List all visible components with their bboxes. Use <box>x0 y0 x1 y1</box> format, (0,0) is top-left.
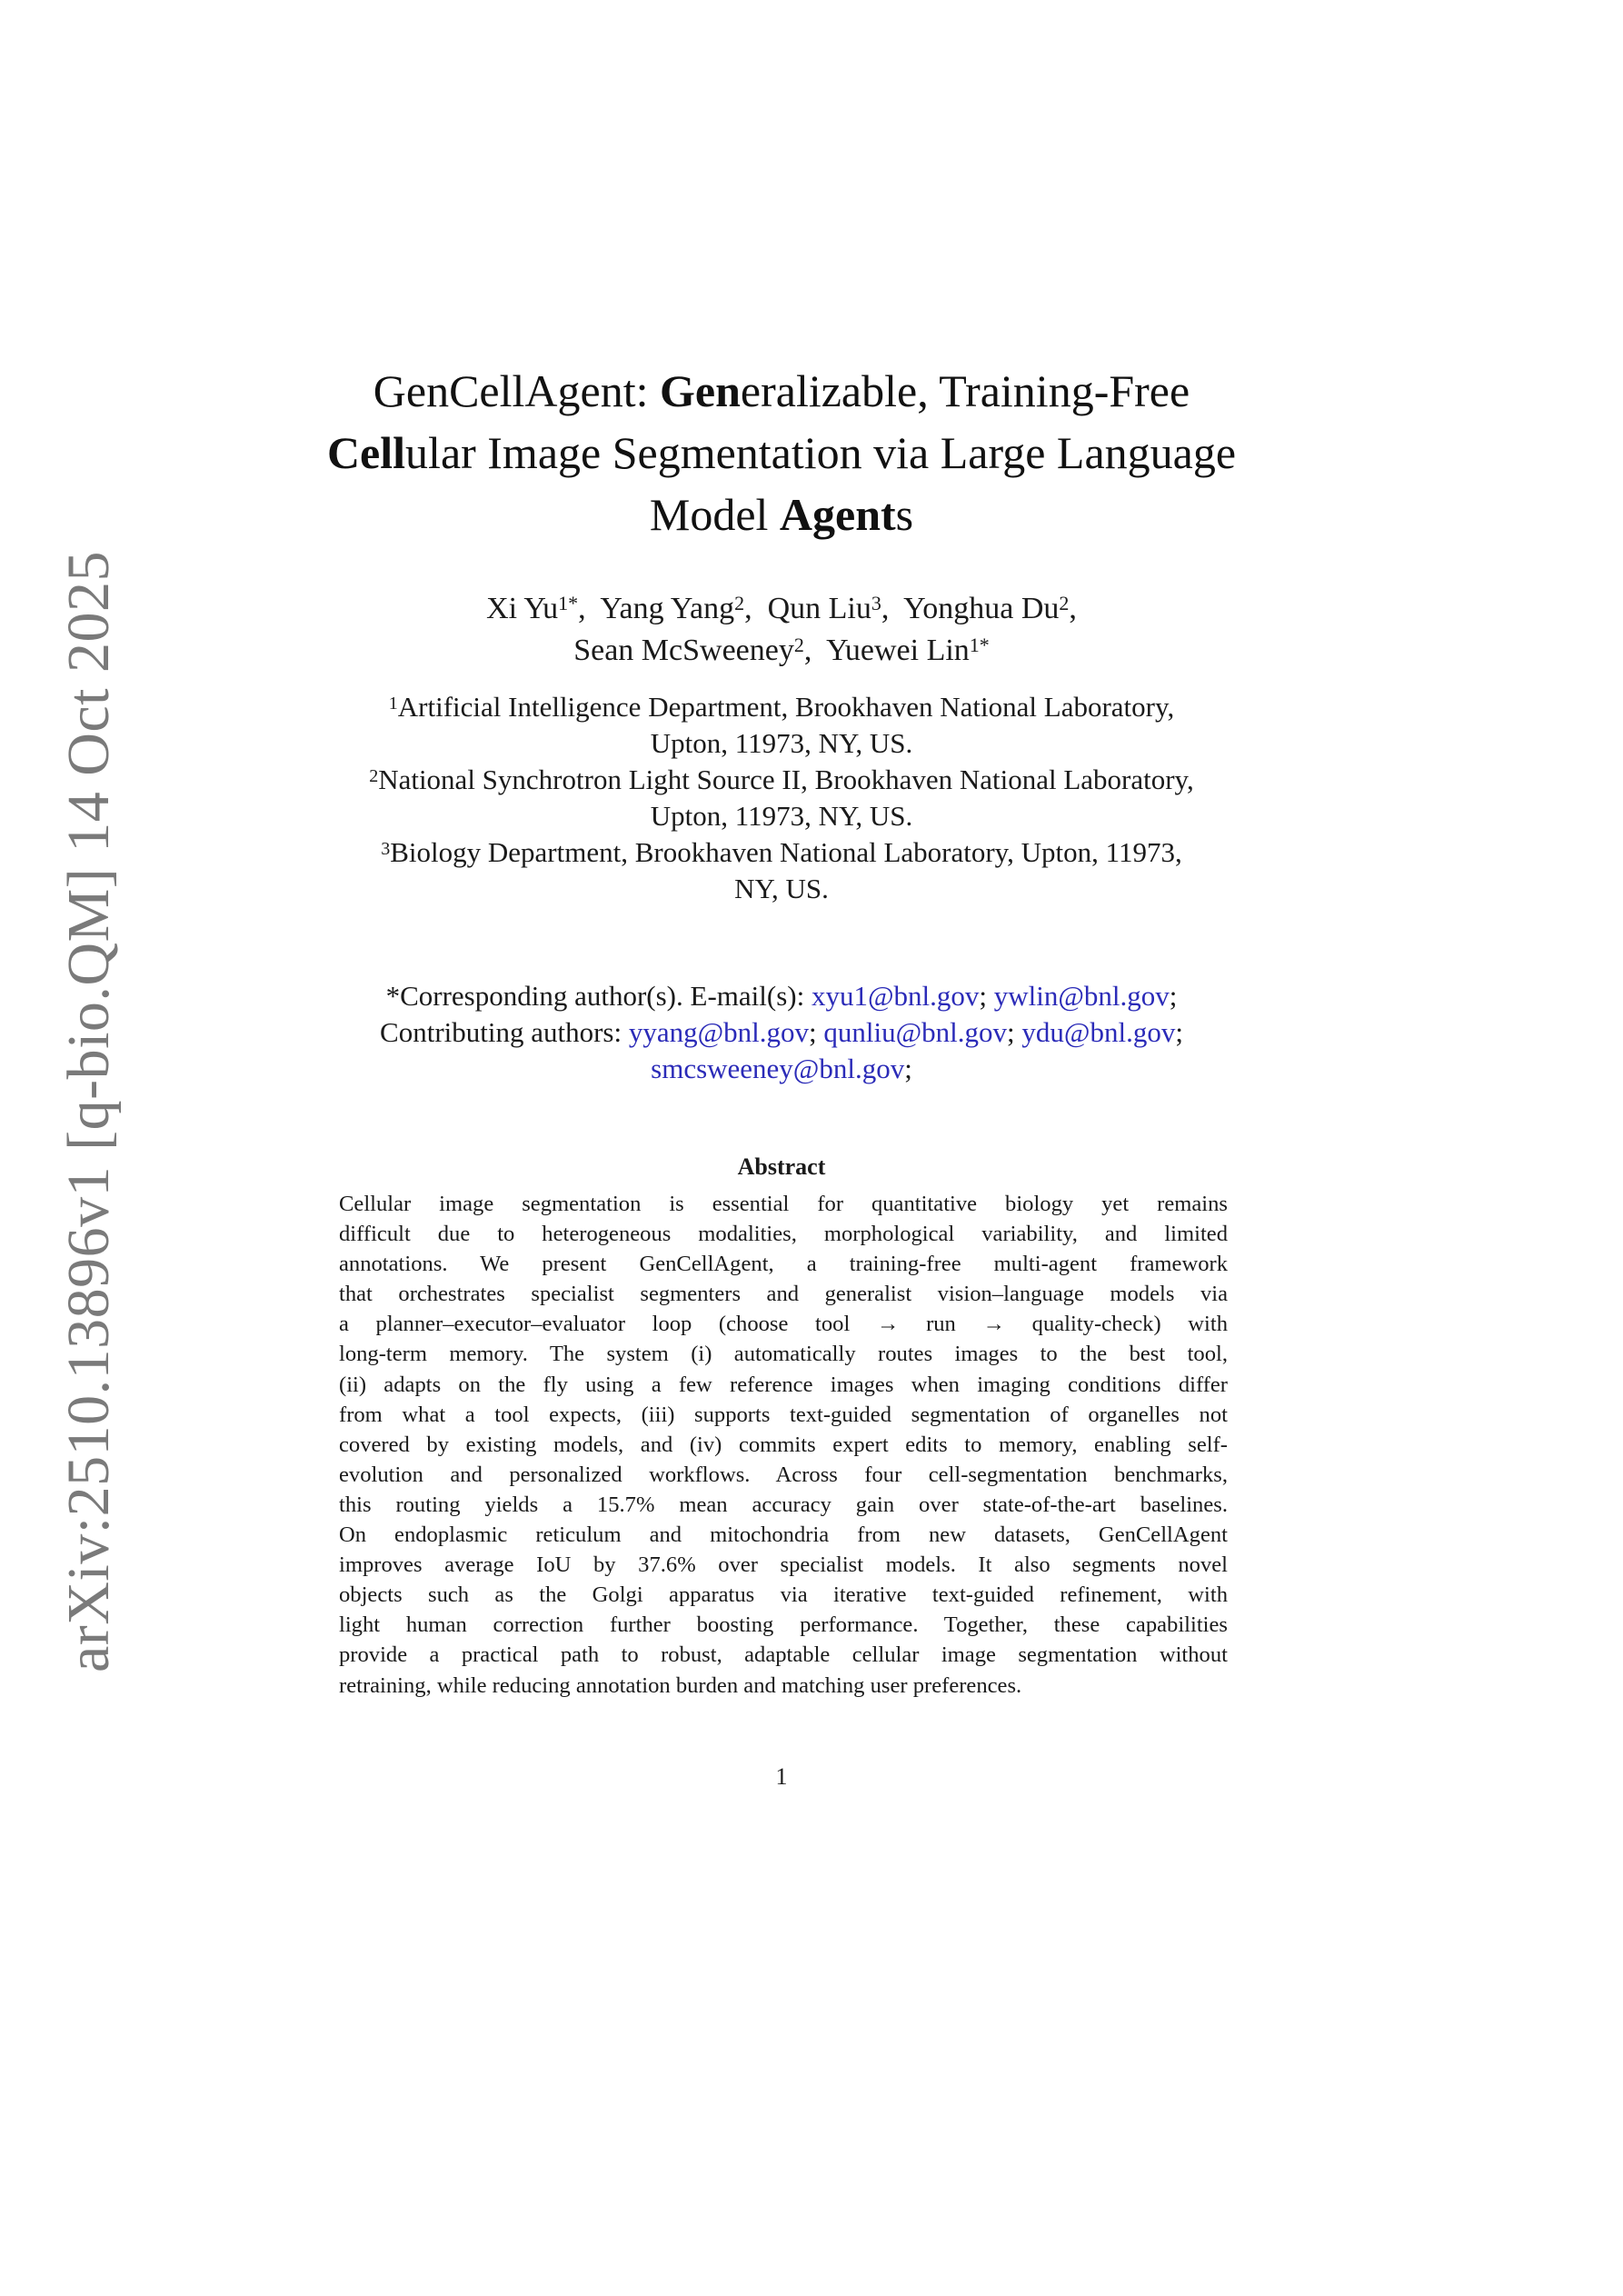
abstract-body <box>339 1189 1228 1701</box>
abstract-line: provide a practical path to robust, adaptable cellular image segmentation without <box>339 1642 1228 1668</box>
title-bold-text: Agent <box>779 489 896 540</box>
abstract-line: On endoplasmic reticulum and mitochondria from new datasets, GenCellAgent <box>339 1522 1228 1548</box>
corresponding-authors-line: *Corresponding author(s). E-mail(s): xyu1@bnl.gov; ywlin@bnl.gov; <box>385 980 1178 1012</box>
author-name: Qun Liu <box>767 592 871 625</box>
author-name: Yuewei Lin <box>826 634 970 667</box>
title-line-3 <box>273 484 1290 545</box>
abstract-heading: Abstract <box>737 1153 826 1180</box>
affiliation-text: NY, US. <box>734 873 829 904</box>
title-text: Model <box>649 489 780 540</box>
page-number: 1 <box>775 1763 788 1790</box>
affiliation-text: National Synchrotron Light Source II, Brookhaven National Laboratory, <box>378 764 1194 795</box>
email-link[interactable]: smcsweeney@bnl.gov <box>651 1053 905 1084</box>
affiliation-sup: 1 <box>388 694 398 714</box>
author-list <box>273 588 1290 672</box>
title-bold-text: Gen <box>660 365 741 416</box>
title-text: GenCellAgent: <box>373 365 660 416</box>
affiliation-text: Upton, 11973, NY, US. <box>650 727 913 759</box>
affiliation-item <box>273 689 1290 762</box>
author-affil-sup: 2 <box>793 634 804 656</box>
abstract-line: Cellular image segmentation is essential for quantitative biology yet remains <box>339 1192 1228 1216</box>
abstract-line: retraining, while reducing annotation burden and matching user preferences. <box>339 1672 1022 1698</box>
abstract-line: evolution and personalized workflows. Across four cell-segmentation benchmarks, <box>339 1462 1228 1487</box>
correspondence-block <box>273 978 1290 1087</box>
contributing-authors-line-2: smcsweeney@bnl.gov; <box>651 1053 912 1084</box>
title-text: ular Image Segmentation via Large Language <box>405 427 1237 478</box>
email-link[interactable]: yyang@bnl.gov <box>628 1016 810 1048</box>
abstract-line: covered by existing models, and (iv) commits expert edits to memory, enabling self- <box>339 1432 1228 1457</box>
affiliation-item <box>273 834 1290 907</box>
abstract-line: that orchestrates specialist segmenters and generalist vision–language models via <box>339 1282 1228 1307</box>
email-link[interactable]: qunliu@bnl.gov <box>823 1016 1008 1048</box>
title-line-2 <box>273 422 1290 484</box>
affiliation-sup: 3 <box>381 839 391 859</box>
abstract-line: (ii) adapts on the fly using a few reference images when imaging conditions differ <box>339 1372 1228 1397</box>
contributing-label: Contributing authors: <box>380 1016 629 1048</box>
author-affil-sup: 1* <box>969 634 990 656</box>
author-name: Sean McSweeney <box>573 634 794 667</box>
affiliation-item <box>273 762 1290 834</box>
abstract-line: this routing yields a 15.7% mean accuracy gain over state-of-the-art baselines. <box>339 1492 1228 1517</box>
title-bold-text: Cell <box>326 427 406 478</box>
affiliation-text: Biology Department, Brookhaven National Laboratory, Upton, 11973, <box>390 836 1182 868</box>
paper-title <box>273 360 1290 545</box>
abstract-line: a planner–executor–evaluator loop (choose tool → run → quality-check) with <box>339 1312 1228 1337</box>
email-link[interactable]: xyu1@bnl.gov <box>811 980 980 1012</box>
author-name: Yonghua Du <box>903 592 1060 625</box>
contributing-authors-line: Contributing authors: yyang@bnl.gov; qunliu@bnl.gov; ydu@bnl.gov; <box>380 1016 1183 1048</box>
author-line-2: Sean McSweeney$^2$, Yuewei Lin$^{1*}$ <box>573 634 990 667</box>
affiliation-list <box>273 689 1290 907</box>
author-name: Yang Yang <box>600 592 735 625</box>
abstract-line: improves average IoU by 37.6% over specialist models. It also segments novel <box>339 1552 1228 1578</box>
abstract-line: annotations. We present GenCellAgent, a training-free multi-agent framework <box>339 1252 1228 1277</box>
author-affil-sup: 2 <box>1059 592 1070 614</box>
author-name: Xi Yu <box>486 592 559 625</box>
abstract-line: long-term memory. The system (i) automatically routes images to the best tool, <box>339 1342 1228 1367</box>
affiliation-sup: 2 <box>369 766 379 786</box>
abstract-line: difficult due to heterogeneous modalities, morphological variability, and limited <box>339 1222 1228 1247</box>
affiliation-text: Upton, 11973, NY, US. <box>650 800 913 832</box>
affiliation-text: Artificial Intelligence Department, Brookhaven National Laboratory, <box>397 691 1175 723</box>
author-affil-sup: 1* <box>558 592 579 614</box>
title-text: eralizable, Training-Free <box>740 365 1190 416</box>
abstract-line: objects such as the Golgi apparatus via iterative text-guided refinement, with <box>339 1582 1228 1608</box>
author-affil-sup: 3 <box>871 592 881 614</box>
abstract-line: from what a tool expects, (iii) supports text-guided segmentation of organelles not <box>339 1402 1228 1427</box>
title-line-1 <box>273 360 1290 422</box>
author-line-1: Xi $Yu^{1*}$, Yang Yang$^2$, Qun Liu$^3$, Yonghua Du$^2$, <box>486 592 1077 625</box>
corresponding-label: *Corresponding author(s). E-mail(s): <box>385 980 812 1012</box>
author-affil-sup: 2 <box>734 592 745 614</box>
abstract-line: light human correction further boosting performance. Together, these capabilities <box>339 1612 1228 1638</box>
title-text: s <box>895 489 914 540</box>
email-link[interactable]: ywlin@bnl.gov <box>993 980 1170 1012</box>
email-link[interactable]: ydu@bnl.gov <box>1021 1016 1176 1048</box>
arxiv-identifier[interactable]: arXiv:2510.13896v1 [q-bio.QM] 14 Oct 2025 <box>55 550 122 1672</box>
